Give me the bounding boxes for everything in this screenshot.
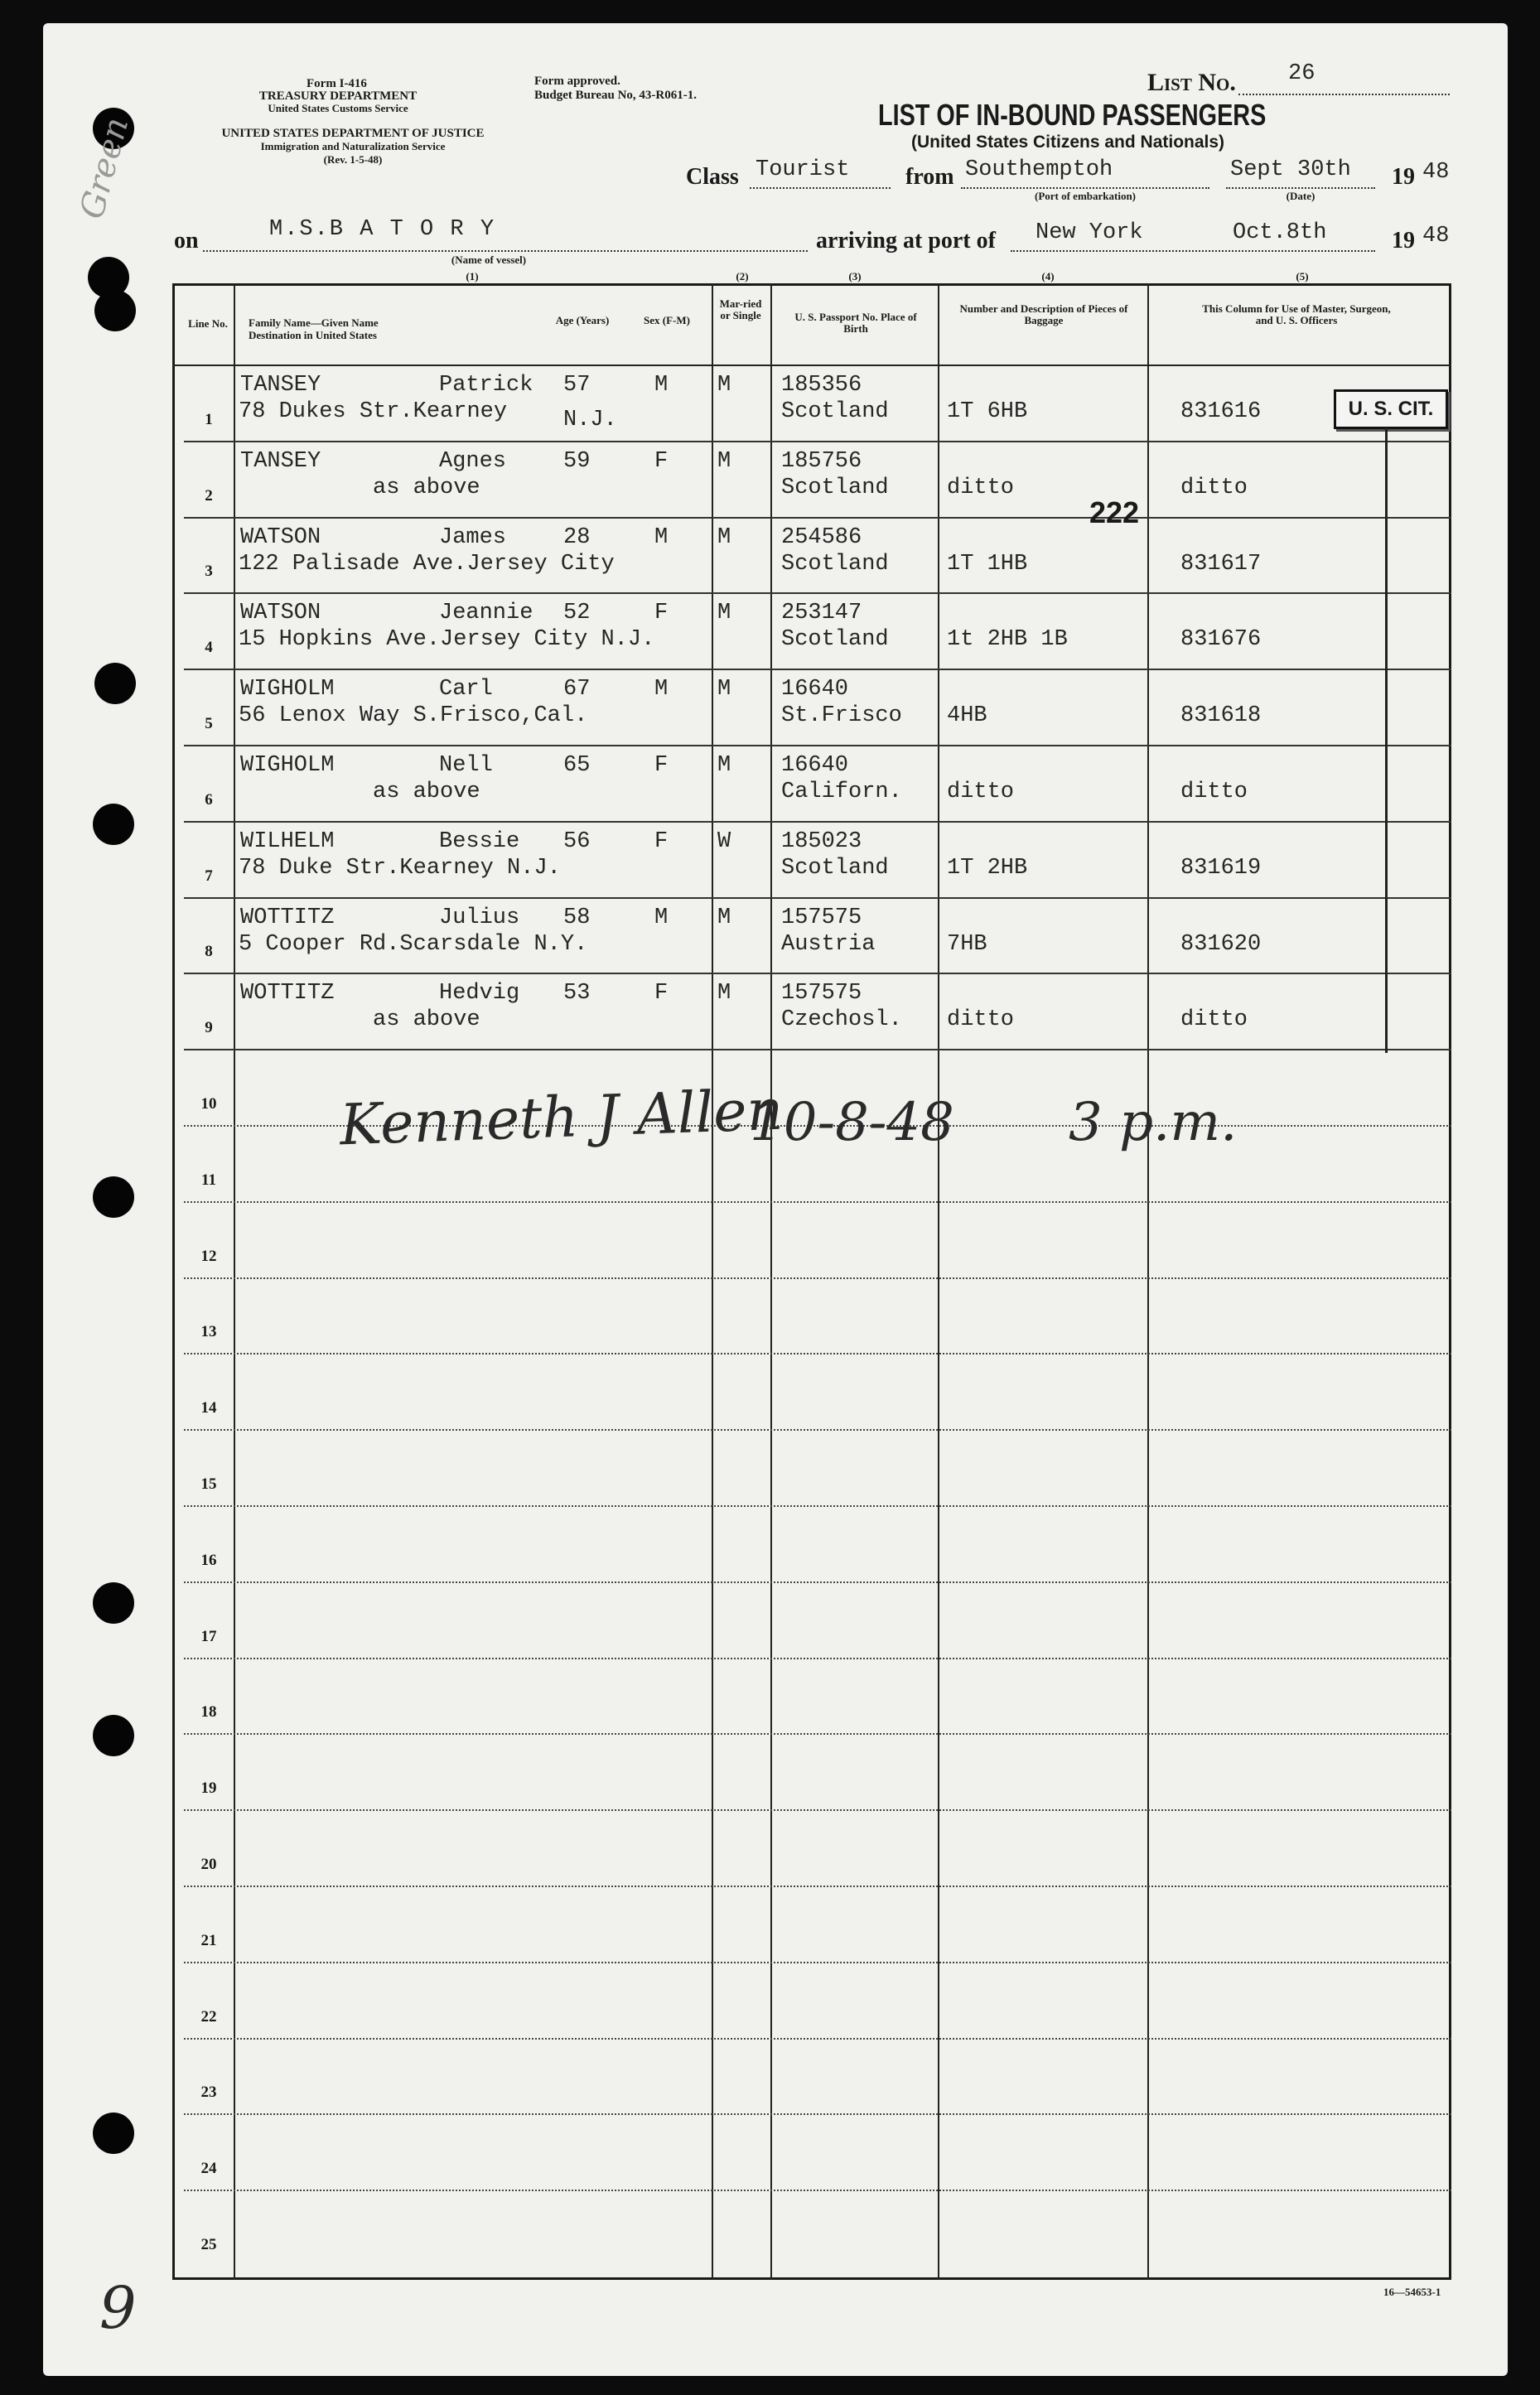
cell-baggage: 1T 6HB (947, 399, 1028, 424)
cell-birthplace: Scotland (781, 627, 889, 653)
cell-baggage: 1T 1HB (947, 551, 1028, 577)
stamp-number: 222 (1089, 495, 1140, 529)
row-rule (184, 897, 1451, 899)
row-rule (184, 1581, 1451, 1583)
list-no-value: 26 (1288, 61, 1316, 86)
port-arrival-line (1011, 250, 1375, 252)
binder-hole (93, 1582, 134, 1624)
line-number: 12 (200, 1247, 217, 1265)
from-label: from (905, 164, 954, 190)
col-divider (938, 283, 939, 2280)
row-rule (184, 2038, 1451, 2040)
cell-officer-ref: 831616 (1180, 399, 1262, 424)
row-rule (184, 669, 1451, 670)
cell-marital-status: M (717, 905, 731, 930)
date-arrival-value: Oct.8th (1233, 220, 1327, 245)
cell-given-name: Agnes (439, 448, 507, 474)
line-number: 2 (205, 486, 213, 505)
column-number: (4) (1041, 270, 1055, 282)
cell-baggage: ditto (947, 780, 1015, 804)
header-name: Family Name—Given Name (249, 316, 379, 329)
cell-officer-ref: 831676 (1180, 627, 1262, 653)
line-number: 4 (205, 639, 213, 657)
port-embark-line (961, 187, 1209, 189)
row-rule (184, 1277, 1451, 1279)
binder-hole (94, 663, 136, 704)
form-number: Form I-416 (307, 77, 367, 90)
cell-marital-status: M (717, 601, 731, 626)
cell-age: 28 (563, 524, 591, 550)
cell-sex: F (654, 601, 669, 626)
year-embark: 48 (1422, 160, 1450, 185)
cell-destination: 78 Duke Str.Kearney N.J. (239, 855, 561, 881)
cell-destination: 122 Palisade Ave.Jersey City (239, 551, 615, 577)
cell-sex: F (654, 981, 669, 1007)
col-divider (712, 283, 713, 2280)
column-number: (5) (1296, 270, 1309, 282)
cell-birthplace: Czechosl. (781, 1007, 902, 1033)
cell-family-name: WOTTITZ (240, 981, 335, 1007)
signature-time: 3 p.m. (1069, 1092, 1238, 1153)
line-number: 3 (205, 563, 213, 581)
binder-hole (94, 290, 136, 331)
line-number: 5 (205, 715, 213, 732)
cell-baggage: 1T 2HB (947, 855, 1028, 881)
signature-date: 10-8-48 (750, 1092, 954, 1153)
cell-given-name: Bessie (439, 828, 520, 854)
row-rule (184, 1658, 1451, 1659)
row-rule (184, 821, 1451, 823)
cell-birthplace: Scotland (781, 475, 889, 500)
column-number: (1) (466, 270, 479, 282)
line-number: 23 (200, 2084, 217, 2102)
row-rule (184, 1809, 1451, 1811)
cell-given-name: Carl (439, 677, 493, 703)
cell-given-name: Hedvig (439, 981, 520, 1007)
date-caption: (Date) (1286, 190, 1316, 202)
cell-age: 59 (563, 448, 591, 474)
cell-birthplace: St.Frisco (781, 703, 902, 729)
line-number: 6 (205, 790, 213, 809)
page-subtitle: (United States Citizens and Nationals) (911, 133, 1225, 152)
cell-officer-ref: ditto (1180, 780, 1248, 804)
treasury-department: TREASURY DEPARTMENT (258, 89, 418, 103)
cell-marital-status: M (717, 373, 731, 398)
cell-destination: as above (373, 1007, 480, 1033)
cell-officer-ref: 831619 (1180, 855, 1262, 881)
row-rule (184, 592, 1451, 594)
cell-age: 53 (563, 981, 591, 1007)
row-rule (184, 517, 1451, 519)
form-approved: Form approved. (534, 75, 620, 88)
cell-sex: F (654, 448, 669, 474)
cell-given-name: Jeannie (439, 601, 533, 626)
customs-service: United States Customs Service (268, 102, 408, 114)
date-embark-line (1226, 187, 1375, 189)
cell-family-name: WATSON (240, 524, 321, 550)
binder-hole (93, 804, 134, 845)
header-married: Mar-ried or Single (719, 297, 762, 321)
list-no-label: List No. (1147, 69, 1236, 96)
cell-family-name: WIGHOLM (240, 753, 335, 778)
cell-destination: 5 Cooper Rd.Scarsdale N.Y. (239, 931, 588, 957)
page-title: LIST OF IN-BOUND PASSENGERS (878, 98, 1267, 132)
margin-word: Green (72, 113, 137, 223)
cell-passport-no: 253147 (781, 601, 862, 626)
cell-officer-ref: 831618 (1180, 703, 1262, 729)
line-number: 13 (200, 1323, 217, 1341)
cell-baggage: 7HB (947, 931, 987, 957)
cell-age: 67 (563, 677, 591, 703)
cell-sex: M (654, 677, 669, 703)
header-passport: U. S. Passport No. Place of Birth (794, 311, 917, 335)
line-number: 10 (200, 1095, 217, 1113)
immigration-service: Immigration and Naturalization Service (260, 140, 446, 152)
port-arrival-value: New York (1036, 220, 1143, 245)
cell-officer-ref: ditto (1180, 475, 1248, 500)
cell-destination: 78 Dukes Str.Kearney (239, 399, 508, 424)
row-rule (184, 2113, 1451, 2115)
cell-passport-no: 185756 (781, 448, 862, 474)
row-rule (184, 745, 1451, 746)
row-rule (184, 1962, 1451, 1963)
cell-passport-no: 157575 (781, 905, 862, 930)
header-line-no: Line No. (188, 317, 228, 330)
budget-bureau: Budget Bureau No, 43-R061-1. (534, 89, 697, 102)
cell-sex: F (654, 753, 669, 778)
row-rule (184, 1353, 1451, 1354)
line-number: 22 (200, 2007, 217, 2026)
line-number: 18 (200, 1703, 217, 1721)
class-label: Class (686, 164, 739, 190)
footer-code: 16—54653-1 (1383, 2286, 1441, 2298)
cell-birthplace: Scotland (781, 855, 889, 881)
cell-baggage: ditto (947, 1007, 1015, 1033)
manifest-table (172, 283, 1451, 2280)
cell-birthplace: Californ. (781, 780, 902, 804)
col-divider (1147, 283, 1149, 2280)
cell-passport-no: 16640 (781, 753, 849, 778)
row-rule (184, 1049, 1451, 1050)
cell-baggage: 4HB (947, 703, 987, 729)
header-destination: Destination in United States (249, 329, 377, 341)
date-embark-value: Sept 30th (1230, 157, 1351, 182)
cell-marital-status: W (717, 828, 731, 854)
line-number: 17 (200, 1627, 217, 1645)
vessel-caption: (Name of vessel) (451, 254, 527, 266)
cell-marital-status: M (717, 981, 731, 1007)
row-rule (184, 2190, 1451, 2191)
cell-family-name: WOTTITZ (240, 905, 335, 930)
row-rule (184, 1201, 1451, 1203)
cell-sex: M (654, 524, 669, 550)
cell-given-name: Patrick (439, 373, 533, 398)
cell-age: 56 (563, 828, 591, 854)
cell-baggage: ditto (947, 475, 1015, 500)
cell-marital-status: M (717, 753, 731, 778)
on-label: on (174, 228, 199, 254)
cell-destination: as above (373, 780, 480, 804)
line-number: 9 (205, 1019, 213, 1037)
line-number: 7 (205, 867, 213, 885)
bracket-line (1385, 427, 1388, 1053)
cell-marital-status: M (717, 677, 731, 703)
cell-baggage: 1t 2HB 1B (947, 627, 1068, 653)
vessel-line (203, 250, 808, 252)
binder-hole (93, 1176, 134, 1218)
cell-passport-no: 185356 (781, 373, 862, 398)
cell-destination: as above (373, 475, 480, 500)
line-number: 21 (200, 1931, 217, 1949)
header-age: Age (Years) (555, 314, 610, 326)
row-rule (184, 973, 1451, 974)
list-no-line (1238, 94, 1450, 95)
header-officers: This Column for Use of Master, Surgeon, and U. S. Officers (1202, 302, 1391, 326)
line-number: 25 (200, 2236, 217, 2253)
cell-passport-no: 185023 (781, 828, 862, 854)
line-number: 11 (201, 1171, 216, 1189)
cell-given-name: James (439, 524, 507, 550)
cell-sex: M (654, 373, 669, 398)
year-prefix-arrival: 19 (1392, 228, 1415, 254)
row-1-state: N.J. (563, 408, 617, 432)
cell-birthplace: Scotland (781, 551, 889, 577)
revision: (Rev. 1-5-48) (323, 153, 383, 166)
cell-family-name: TANSEY (240, 373, 321, 398)
cell-destination: 15 Hopkins Ave.Jersey City N.J. (239, 627, 655, 653)
header-divider (172, 365, 1451, 366)
cell-family-name: WILHELM (240, 828, 335, 854)
cell-birthplace: Austria (781, 931, 876, 957)
row-rule (184, 1886, 1451, 1887)
cell-age: 52 (563, 601, 591, 626)
cell-family-name: WATSON (240, 601, 321, 626)
cell-passport-no: 16640 (781, 677, 849, 703)
cell-marital-status: M (717, 448, 731, 474)
cell-sex: M (654, 905, 669, 930)
us-citizen-badge: U. S. CIT. (1334, 389, 1448, 429)
line-number: 24 (200, 2160, 217, 2178)
binder-hole (93, 1715, 134, 1756)
col-divider (234, 283, 235, 2280)
justice-department: UNITED STATES DEPARTMENT OF JUSTICE (221, 127, 485, 140)
binder-hole (93, 2113, 134, 2154)
header-sex: Sex (F-M) (644, 314, 690, 326)
line-number: 16 (200, 1551, 217, 1569)
class-line (750, 187, 891, 189)
cell-age: 65 (563, 753, 591, 778)
column-number: (3) (848, 270, 862, 282)
cell-family-name: TANSEY (240, 448, 321, 474)
line-number: 20 (200, 1856, 217, 1873)
line-number: 14 (200, 1399, 217, 1417)
year-arrival: 48 (1422, 224, 1450, 249)
cell-passport-no: 254586 (781, 524, 862, 550)
line-number: 1 (205, 410, 213, 428)
cell-passport-no: 157575 (781, 981, 862, 1007)
cell-age: 58 (563, 905, 591, 930)
margin-number: 9 (99, 2274, 137, 2342)
cell-destination: 56 Lenox Way S.Frisco,Cal. (239, 703, 588, 729)
port-embark-caption: (Port of embarkation) (1034, 190, 1137, 202)
line-number: 15 (200, 1475, 217, 1493)
cell-marital-status: M (717, 524, 731, 550)
cell-age: 57 (563, 373, 591, 398)
arriving-label: arriving at port of (816, 228, 996, 254)
column-number: (2) (736, 270, 749, 282)
cell-officer-ref: 831620 (1180, 931, 1262, 957)
vessel-name: M.S.B A T O R Y (269, 217, 496, 242)
class-value: Tourist (756, 157, 850, 182)
line-number: 8 (205, 943, 213, 961)
row-rule (184, 441, 1451, 442)
row-rule (184, 1505, 1451, 1507)
cell-given-name: Julius (439, 905, 520, 930)
cell-given-name: Nell (439, 753, 493, 778)
port-embark-value: Southemptoh (965, 157, 1113, 182)
cell-family-name: WIGHOLM (240, 677, 335, 703)
row-rule (184, 1733, 1451, 1735)
cell-officer-ref: ditto (1180, 1007, 1248, 1033)
row-rule (184, 1429, 1451, 1431)
inspector-signature: Kenneth J Allen (338, 1077, 784, 1159)
year-prefix: 19 (1392, 164, 1415, 190)
cell-officer-ref: 831617 (1180, 551, 1262, 577)
cell-sex: F (654, 828, 669, 854)
line-number: 19 (200, 1779, 217, 1798)
header-baggage: Number and Description of Pieces of Baggage (959, 302, 1128, 326)
cell-birthplace: Scotland (781, 399, 889, 424)
col-divider (770, 283, 772, 2280)
